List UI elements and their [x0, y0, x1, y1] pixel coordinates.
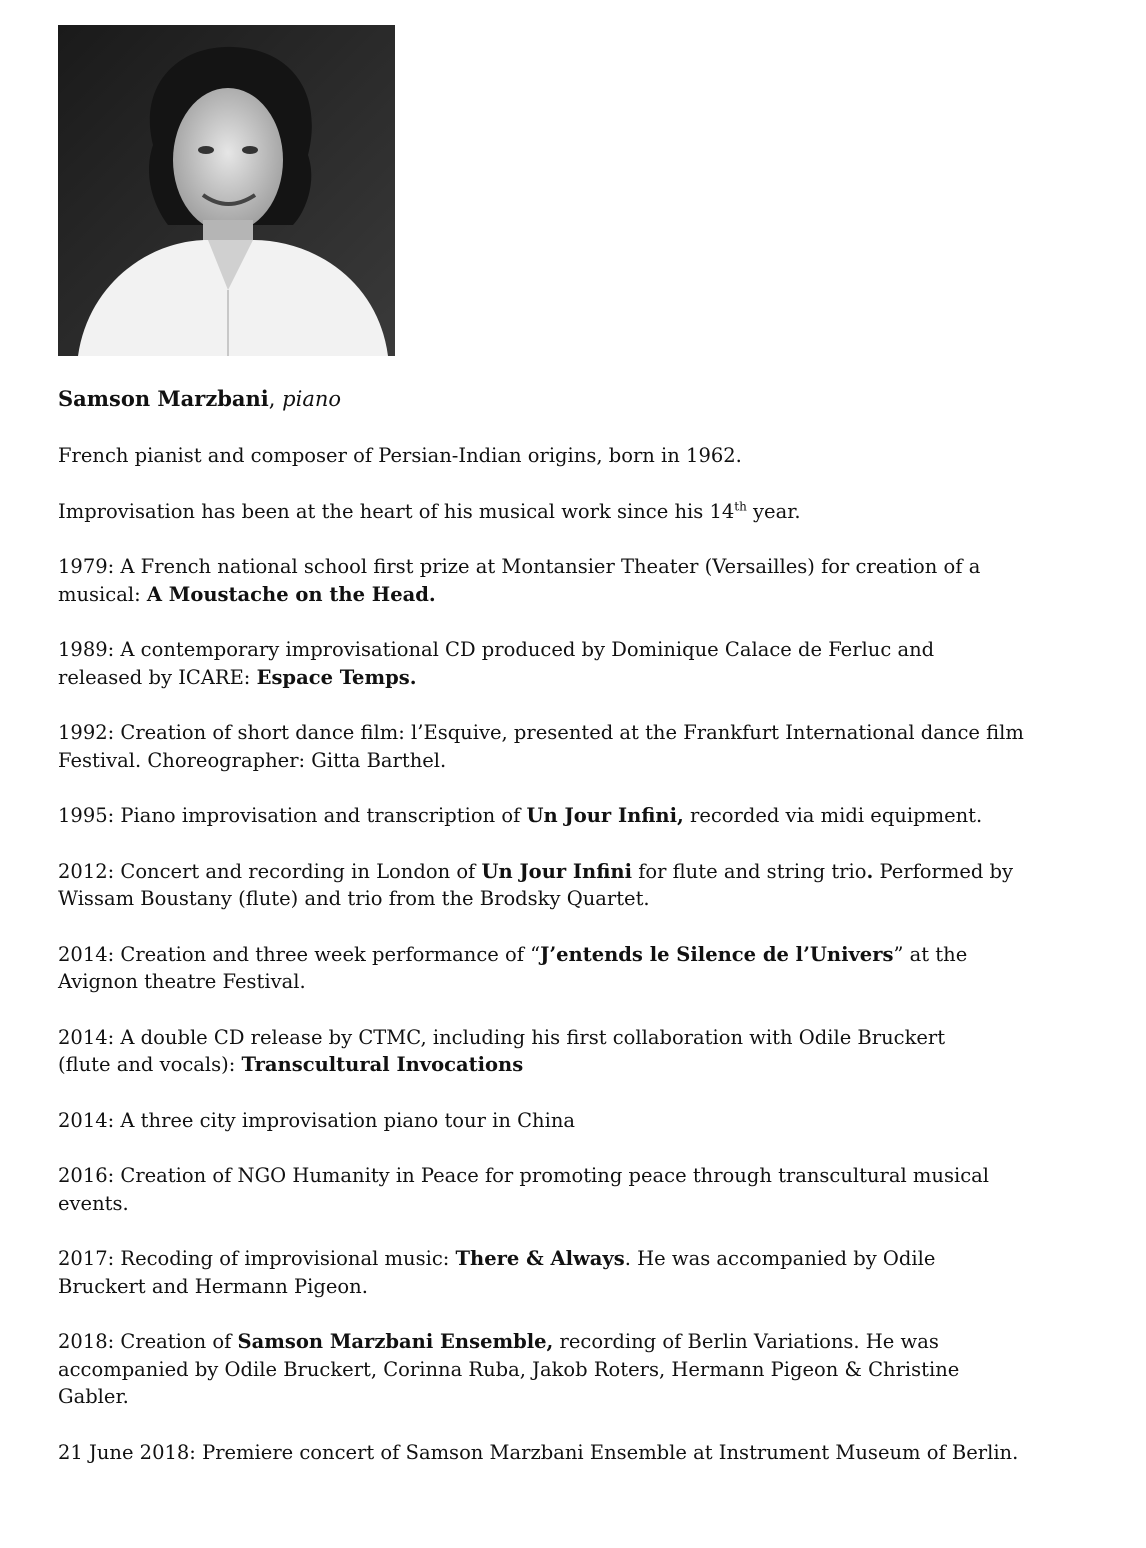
entry-text: 1989: A contemporary improvisational CD produced by Dominique Calace de Ferluc and [58, 638, 935, 661]
entry-1992 [58, 719, 1058, 774]
intro-origin: French pianist and composer of Persian-Indian origins, born in 1962. [58, 444, 742, 467]
entry-text: 2017: Recoding of improvisional music: [58, 1247, 456, 1270]
entry-text: accompanied by Odile Bruckert, Corinna Ruba, Jakob Roters, Hermann Pigeon & Christine [58, 1357, 960, 1381]
artist-name: Samson Marzbani [58, 386, 269, 411]
entry-text: for flute and string trio [632, 859, 867, 883]
entry-text: Wissam Boustany (flute) and trio from the Brodsky Quartet. [58, 887, 650, 910]
entry-text: Bruckert and Hermann Pigeon. [58, 1274, 368, 1298]
work-title: Un Jour Infini, [526, 804, 684, 827]
entry-text: 2012: Concert and recording in London of [58, 859, 482, 883]
entry-text: 1992: Creation of short dance film: l’Esquive, presented at the Frankfurt International dance film [58, 721, 1024, 744]
work-title: Transcultural Invocations [241, 1053, 524, 1076]
intro-improvisation [58, 498, 1058, 526]
biography [58, 385, 1058, 1466]
work-title: There & Always [455, 1247, 625, 1270]
entry-text: recording of Berlin Variations. He was [553, 1330, 939, 1353]
entry-2016 [58, 1162, 1058, 1217]
portrait-image [58, 25, 395, 356]
entry-text: 2014: A double CD release by CTMC, including his first collaboration with Odile Bruckert [58, 1025, 946, 1049]
ordinal-suffix: th [734, 499, 747, 513]
entry-1979 [58, 553, 1058, 608]
entry-text: Avignon theatre Festival. [58, 970, 306, 993]
work-title: Espace Temps. [256, 665, 417, 689]
entry-text: Gabler. [58, 1385, 129, 1408]
intro-text: Improvisation has been at the heart of his musical work since his 14 [58, 499, 735, 523]
entry-2017 [58, 1245, 1058, 1300]
entry-text: . He was accompanied by Odile [624, 1247, 936, 1270]
entry-1989 [58, 636, 1058, 691]
entry-text: recorded via midi equipment. [683, 804, 983, 827]
entry-text: musical: [58, 582, 147, 606]
entry-text: (flute and vocals): [58, 1053, 242, 1076]
entry-text: 2014: A three city improvisation piano tour in China [58, 1108, 575, 1132]
work-title: Un Jour Infini [481, 859, 632, 883]
instrument: piano [282, 387, 342, 411]
entry-text: released by ICARE: [58, 665, 257, 689]
entry-2014-avignon [58, 941, 1058, 996]
entry-2018-premiere [58, 1439, 1058, 1467]
entry-text: events. [58, 1191, 129, 1215]
entry-text: 2018: Creation of [58, 1330, 238, 1353]
entry-2018 [58, 1328, 1058, 1411]
entry-1995 [58, 802, 1058, 830]
entry-text: 2014: Creation and three week performance of “ [58, 942, 541, 966]
entry-2014-china [58, 1107, 1058, 1135]
entry-2012 [58, 858, 1058, 913]
entry-text: ” at the [893, 942, 968, 966]
entry-text: Festival. Choreographer: Gitta Barthel. [58, 748, 447, 772]
portrait-photo [58, 25, 395, 356]
work-title: A Moustache on the Head. [146, 582, 436, 606]
heading-separator: , [268, 387, 276, 411]
work-title: J’entends le Silence de l’Univers [540, 942, 894, 966]
entry-text: 1995: Piano improvisation and transcription of [58, 804, 527, 827]
entry-text: Performed by [873, 859, 1014, 883]
intro-text-end: year. [746, 499, 801, 523]
entry-text: 2016: Creation of NGO Humanity in Peace for promoting peace through transcultural musical [58, 1164, 989, 1187]
bold-period: . [866, 859, 874, 883]
entry-text: 1979: A French national school first prize at Montansier Theater (Versailles) for creation of a [58, 555, 981, 578]
heading [58, 385, 1058, 413]
entry-2014-cd [58, 1024, 1058, 1079]
entry-text: 21 June 2018: Premiere concert of Samson Marzbani Ensemble at Instrument Museum of Berlin. [58, 1440, 1019, 1464]
work-title: Samson Marzbani Ensemble, [237, 1330, 554, 1353]
